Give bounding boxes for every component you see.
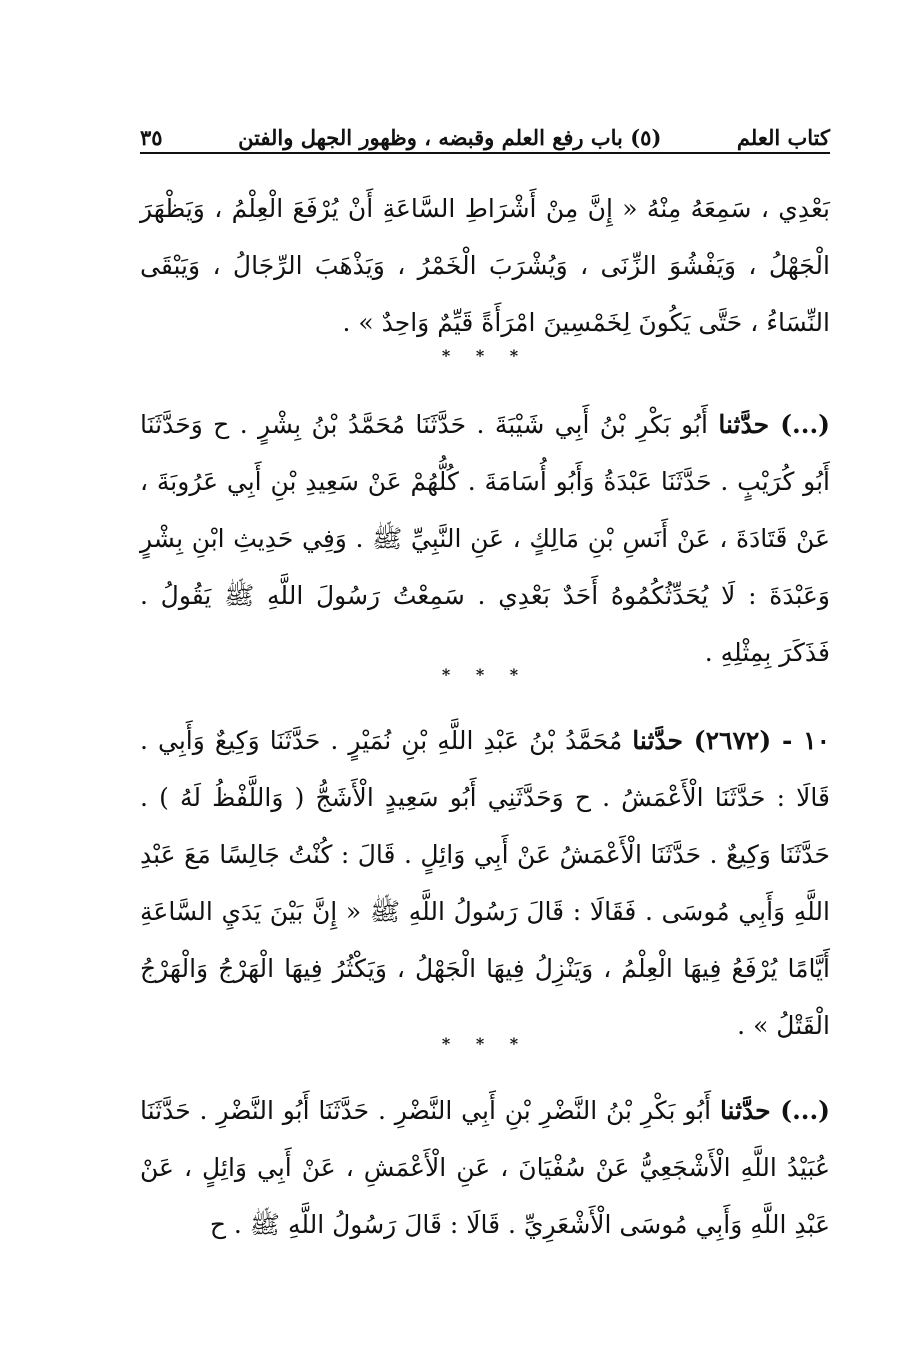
hadith-text: أَبُو بَكْرِ بْنُ النَّضْرِ بْنِ أَبِي النَّضْرِ . حَدَّثَنَا أَبُو النَّضْرِ . حَدَّثَنَا عُبَيْدُ اللَّهِ الْأَشْجَعِيُّ عَنْ سُفْيَانَ ، عَنِ الْأَعْمَشِ ، عَنْ أَبِي وَائِلٍ ، عَنْ عَبْدِ اللَّهِ وَأَبِي مُوسَى الْأَشْعَرِيِّ . قَالَا : قَالَ رَسُولُ اللَّهِ ﷺ . ح [140, 1096, 830, 1239]
hadith-lead: (...) حدَّثنا [719, 1096, 831, 1125]
hadith-text: مُحَمَّدُ بْنُ عَبْدِ اللَّهِ بْنِ نُمَيْرٍ . حَدَّثَنَا وَكِيعٌ وَأَبِي . قَالَا : حَدَّثَنَا الْأَعْمَشُ . ح وَحَدَّثَنِي أَبُو سَعِيدٍ الْأَشَجُّ ( وَاللَّفْظُ لَهُ ) . حَدَّثَنَا وَكِيعٌ . حَدَّثَنَا الْأَعْمَشُ عَنْ أَبِي وَائِلٍ . قَالَ : كُنْتُ جَالِسًا مَعَ عَبْدِ اللَّهِ وَأَبِي مُوسَى . فَقَالَا : قَالَ رَسُولُ اللَّهِ ﷺ « إِنَّ بَيْنَ يَدَيِ السَّاعَةِ أَيَّامًا يُرْفَعُ فِيهَا الْعِلْمُ ، وَيَنْزِلُ فِيهَا الْجَهْلُ ، وَيَكْثُرُ فِيهَا الْهَرْجُ وَالْهَرْجُ الْقَتْلُ » . [140, 726, 830, 1040]
hadith-lead: (...) حدَّثنا [718, 410, 830, 439]
hadith-number-lead: ١٠ - (٢٦٧٢) حدَّثنا [632, 726, 830, 755]
chapter-title: (٥) باب رفع العلم وقبضه ، وظهور الجهل والفتن [238, 125, 662, 150]
hadith-block [140, 1082, 830, 1253]
hadith-continuation [140, 180, 830, 351]
section-separator: * * * [441, 1034, 529, 1053]
hadith-text: أَبُو بَكْرِ بْنُ أَبِي شَيْبَةَ . حَدَّثَنَا مُحَمَّدُ بْنُ بِشْرٍ . ح وَحَدَّثَنَا أَبُو كُرَيْبٍ . حَدَّثَنَا عَبْدَةُ وَأَبُو أُسَامَةَ . كُلُّهُمْ عَنْ سَعِيدِ بْنِ أَبِي عَرُوبَةَ ، عَنْ قَتَادَةَ ، عَنْ أَنَسِ بْنِ مَالِكٍ ، عَنِ النَّبِيِّ ﷺ . وَفِي حَدِيثِ ابْنِ بِشْرٍ وَعَبْدَةَ : لَا يُحَدِّثُكُمُوهُ أَحَدٌ بَعْدِي . سَمِعْتُ رَسُولَ اللَّهِ ﷺ يَقُولُ . فَذَكَرَ بِمِثْلِهِ . [140, 410, 830, 667]
header-divider [140, 152, 830, 154]
hadith-block [140, 396, 830, 684]
section-separator: * * * [441, 665, 529, 684]
page-header [140, 108, 830, 148]
section-separator: * * * [441, 346, 529, 365]
page-number: ٣٥ [140, 125, 163, 150]
book-title: كتاب العلم [736, 125, 830, 150]
hadith-text: بَعْدِي ، سَمِعَهُ مِنْهُ « إِنَّ مِنْ أَشْرَاطِ السَّاعَةِ أَنْ يُرْفَعَ الْعِلْمُ ، وَيَظْهَرَ الْجَهْلُ ، وَيَفْشُوَ الزِّنَى ، وَيُشْرَبَ الْخَمْرُ ، وَيَذْهَبَ الرِّجَالُ ، وَيَبْقَى النِّسَاءُ ، حَتَّى يَكُونَ لِخَمْسِينَ امْرَأَةً قَيِّمٌ وَاحِدٌ » . [140, 194, 830, 337]
hadith-block [140, 712, 830, 1054]
